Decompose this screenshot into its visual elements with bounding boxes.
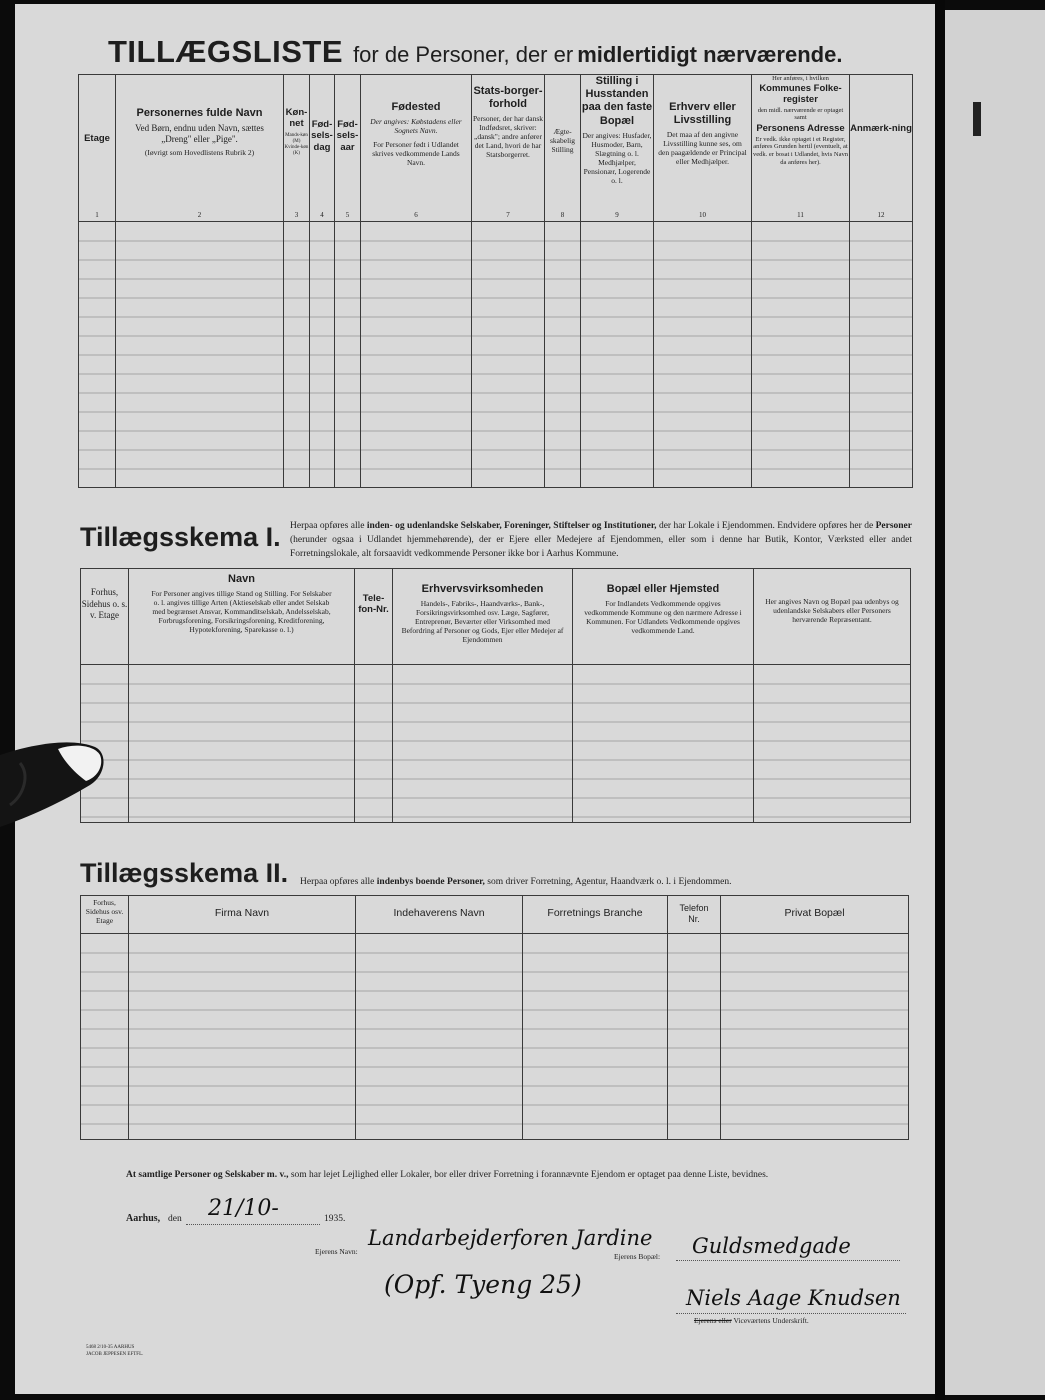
skema2-table xyxy=(80,895,909,1140)
table1-cell[interactable] xyxy=(335,222,361,488)
col-citizenship: Stats-borger-forhold Personer, der har dansk Indfødsret, skriver: „dansk"; andre anfører det Land, hvori de har Statsborgerret. 7 xyxy=(472,75,545,222)
col-occupation: Erhverv eller Livsstilling Det maa af den angivne Livsstilling kunne ses, om den paagældende er Principal eller Medhjælper. 10 xyxy=(654,75,752,222)
book-gutter xyxy=(935,0,945,1400)
address-line xyxy=(676,1260,900,1261)
skema1-col-residence: Bopæl eller Hjemsted For Indlandets Vedkommende opgives vedkommende Kommune og den nærmere Adresse i Kommunen. For Udlandets Vedkommende opgives vedkommende Land. xyxy=(573,569,754,665)
col-person-address: Her anføres, i hvilken Kommunes Folke-register den midl. nærværende er optaget samt Personens Adresse Er vedk. ikke optaget i et Register, anføres Grunden hertil (eventuelt, at vedk. er bosat i Udlandet, hvis Navn da anføres her). 11 xyxy=(752,75,850,222)
skema2-cell[interactable] xyxy=(356,934,523,1140)
table1-cell[interactable] xyxy=(545,222,581,488)
table1-cell[interactable] xyxy=(752,222,850,488)
main-title xyxy=(108,34,908,70)
col-gender: Køn-net Mands-køn (M) Kvinde-køn (K) 3 xyxy=(284,75,310,222)
skema2-header-row xyxy=(81,896,909,934)
owner-address-handwritten[interactable]: Guldsmedgade xyxy=(692,1234,851,1258)
skema1-col-business: Erhvervsvirksomheden Handels-, Fabriks-, Haandværks-, Bank-, Forsikringsvirksomhed osv. Læge, Sagfører, Entreprenør, Beværter eller Virksomhed med Befordring af Personer og Gods, Ejer eller Medejer af Ejendommen xyxy=(393,569,573,665)
skema2-cell[interactable] xyxy=(721,934,909,1140)
table1-cell[interactable] xyxy=(581,222,654,488)
table1-cell[interactable] xyxy=(116,222,284,488)
col-birth-day: Fød-sels-dag 4 xyxy=(310,75,335,222)
owner-name-handwritten[interactable]: Landarbejderforen Jardine xyxy=(368,1226,653,1250)
facing-page xyxy=(945,10,1045,1395)
den-label: den xyxy=(168,1214,182,1224)
skema1-col-representative: Her angives Navn og Bopæl paa udenbys og udenlandske Selskabers eller Personers herværende Repræsentant. xyxy=(754,569,911,665)
title-middle: for de Personer, der er xyxy=(353,42,574,67)
skema1-col-phone: Tele-fon-Nr. xyxy=(355,569,393,665)
skema2-col-branch: Forretnings Branche xyxy=(523,896,668,934)
table1-cell[interactable] xyxy=(850,222,913,488)
col-etage: Etage 1 xyxy=(79,75,116,222)
table1-cell[interactable] xyxy=(361,222,472,488)
printer-note: 5468 2/10-35 AARHUS JACOB JEPPESEN EFTFL. xyxy=(86,1345,144,1357)
skema1-table xyxy=(80,568,911,823)
signature-handwritten[interactable]: Niels Aage Knudsen xyxy=(686,1286,901,1310)
signature-label: Ejerens eller Viceværtens Underskrift. xyxy=(694,1316,809,1325)
table1-body-row xyxy=(79,222,913,488)
title-end: midlertidigt nærværende. xyxy=(577,42,843,67)
skema1-title: Tillægsskema I. xyxy=(80,522,281,552)
year-label: 1935. xyxy=(324,1214,346,1224)
skema2-cell[interactable] xyxy=(81,934,129,1140)
skema1-cell[interactable] xyxy=(129,665,355,823)
col-marital-status: Ægte-skabelig Stilling 8 xyxy=(545,75,581,222)
skema2-cell[interactable] xyxy=(668,934,721,1140)
date-handwritten[interactable]: 21/10- xyxy=(208,1196,279,1221)
title-main-word: TILLÆGSLISTE xyxy=(108,34,344,69)
skema2-col-private-address: Privat Bopæl xyxy=(721,896,909,934)
skema2-title: Tillægsskema II. xyxy=(80,858,289,888)
col-household-position: Stilling i Husstanden paa den faste Bopæl Der angives: Husfader, Husmoder, Barn, Slægtning o. l. Medhjælper, Pensionær, Logerende o. l. 9 xyxy=(581,75,654,222)
main-register-table xyxy=(78,74,913,488)
skema1-cell[interactable] xyxy=(355,665,393,823)
city-label: Aarhus, xyxy=(126,1213,161,1224)
skema1-col-floor: Forhus, Sidehus o. s. v. Etage xyxy=(81,569,129,665)
table1-cell[interactable] xyxy=(654,222,752,488)
col-birth-year: Fød-sels-aar 5 xyxy=(335,75,361,222)
page-mark xyxy=(973,102,981,136)
skema2-body-row xyxy=(81,934,909,1140)
table1-cell[interactable] xyxy=(79,222,116,488)
skema2-col-firm-name: Firma Navn xyxy=(129,896,356,934)
skema1-header-row xyxy=(81,569,911,665)
skema1-cell[interactable] xyxy=(393,665,573,823)
signature-line xyxy=(676,1313,906,1314)
table1-cell[interactable] xyxy=(472,222,545,488)
skema1-body-row xyxy=(81,665,911,823)
table1-header-row xyxy=(79,75,913,222)
skema2-cell[interactable] xyxy=(129,934,356,1140)
date-line xyxy=(186,1224,320,1225)
table1-cell[interactable] xyxy=(284,222,310,488)
skema1-col-name: Navn For Personer angives tillige Stand og Stilling. For Selskaber o. l. angives tillige Arten (Aktieselskab eller andet Selskab med begrænset Ansvar, Kommanditselskab, Andelsselskab, Forbrugsforening, Forsikringsforening, Kreditforening, Hypotekforening, Sparekasse o. l.) xyxy=(129,569,355,665)
skema1-cell[interactable] xyxy=(754,665,911,823)
skema2-col-floor: Forhus, Sidehus osv. Etage xyxy=(81,896,129,934)
owner-name-label: Ejerens Navn: xyxy=(315,1247,358,1256)
skema1-cell[interactable] xyxy=(573,665,754,823)
skema2-cell[interactable] xyxy=(523,934,668,1140)
owner-name-handwritten-2[interactable]: (Opf. Tyeng 25) xyxy=(384,1270,582,1299)
table1-cell[interactable] xyxy=(310,222,335,488)
owner-address-label: Ejerens Bopæl: xyxy=(614,1252,661,1261)
col-remarks: Anmærk-ning 12 xyxy=(850,75,913,222)
finger-overlay xyxy=(0,735,110,845)
skema1-description: Herpaa opføres alle inden- og udenlandske Selskaber, Foreninger, Stiftelser og Institutioner, der har Lokale i Ejendommen. Endvidere opføres her de Personer (herunder ogsaa i Udlandet hjemmehørende), der er Ejere eller Medejere af Ejendommen, eller som i denne har Butik, Kontor, Værksted eller andet Forretningslokale, alt forsaavidt vedkommende Personer ikke bor i Aarhus Kommune. xyxy=(290,521,912,559)
skema2-description: Herpaa opføres alle indenbys boende Personer, som driver Forretning, Agentur, Haandværk o. l. i Ejendommen. xyxy=(300,877,732,887)
skema2-col-phone: Telefon Nr. xyxy=(668,896,721,934)
col-birthplace: Fødested Der angives: Købstadens eller Sognets Navn. For Personer født i Udlandet skrives vedkommende Lands Navn. 6 xyxy=(361,75,472,222)
attestation-statement: At samtlige Personer og Selskaber m. v., som har lejet Lejlighed eller Lokaler, bor eller driver Forretning i forannævnte Ejendom er optaget paa denne Liste, bevidnes. xyxy=(126,1170,769,1180)
col-full-name: Personernes fulde Navn Ved Børn, endnu uden Navn, sættes „Dreng" eller „Pige". (Iøvrigt som Hovedlistens Rubrik 2) 2 xyxy=(116,75,284,222)
skema2-col-owner-name: Indehaverens Navn xyxy=(356,896,523,934)
